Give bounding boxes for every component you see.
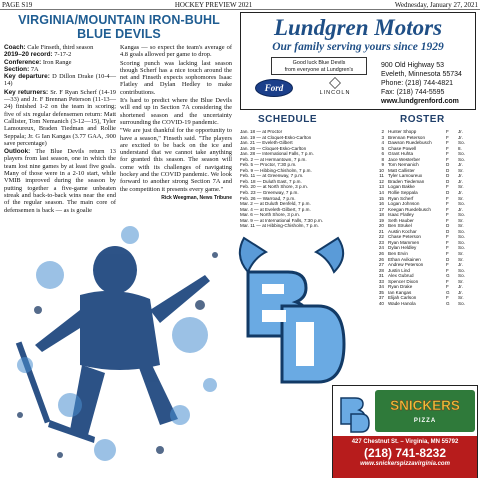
schedule-item: Feb. 11 — at Greenway, 7 p.m.: [240, 173, 304, 179]
roster-position: F: [446, 251, 449, 257]
roster-position: F: [446, 184, 449, 190]
schedule-item: Mar. 9 — at International Falls, 7:30 p.m.: [240, 217, 323, 223]
ad-website-link[interactable]: www.lundgrenford.com: [381, 98, 459, 105]
roster-number: 28: [378, 267, 384, 273]
roster-year: So.: [458, 300, 465, 306]
roster-number: 17: [378, 206, 384, 212]
roster-name: Dawson Ruedebusch: [388, 140, 432, 146]
snickers-pizza-sign: [375, 390, 475, 432]
badge-line: from everyone at Lundgren's: [284, 66, 354, 73]
outlook-label: Outlook:: [4, 148, 31, 156]
roster-name: Austin Kochar: [388, 228, 417, 234]
roster-position: D: [446, 162, 450, 168]
roster-position: F: [446, 156, 449, 162]
roster-number: 34: [378, 284, 384, 290]
issue-date: Wednesday, January 27, 2021: [394, 1, 478, 9]
schedule-item: Feb. 5 — Proctor, 7:30 p.m.: [240, 162, 297, 168]
schedule-item: Jan. 18 — at Proctor: [240, 129, 283, 134]
roster-row: [374, 301, 478, 307]
roster-name: Ben Ervin: [388, 251, 408, 257]
roster-year: Sr.: [458, 256, 464, 262]
section-label: Section:: [4, 65, 30, 73]
record-value: 7-17-2: [52, 51, 72, 59]
page-header: [0, 0, 480, 10]
roster-number: 13: [378, 184, 384, 190]
roster-number: 26: [378, 256, 384, 262]
ad-phone: Phone: (218) 744-4821: [381, 80, 453, 87]
ad2-phone: (218) 741-8232: [363, 446, 447, 460]
roster-number: 26: [378, 251, 384, 257]
departure-value: D Dillon Drake (10-4—14): [4, 73, 116, 88]
roster-year: Jr.: [458, 178, 463, 184]
lincoln-star-icon: [329, 77, 341, 89]
roster-year: So.: [458, 151, 465, 157]
ad-good-luck-badge: [271, 57, 367, 75]
roster-name: Chase Peterson: [388, 234, 421, 240]
roster-year: Jr.: [458, 289, 463, 295]
page-number: PAGE S19: [2, 1, 33, 9]
outlook-value: The Blue Devils return 13 players from last season, one in which the team lost nine games by at least five goals. Many of those were in a 2-10 start, while VMIB improved during the season by putting together a five-game unbeaten streak and back-to-back wins near the end of the regular season. The main core of defensemen is back — as is goalie: [4, 148, 116, 214]
roster-number: 16: [378, 201, 384, 207]
schedule-item: Jan. 26 — Cloquet-Esko-Carlton: [240, 145, 307, 151]
roster-name: Tom Nemanich: [388, 162, 419, 168]
roster-position: F: [446, 295, 449, 301]
blue-devils-logo-icon: [226, 232, 356, 392]
snickers-pizza-ad[interactable]: [332, 385, 478, 478]
conference-label: Conference:: [4, 58, 42, 66]
roster-year: Jr.: [458, 262, 463, 268]
roster-name: Isaac Flatley: [388, 212, 414, 218]
roster-year: So.: [458, 140, 465, 146]
roster-number: 5: [381, 145, 384, 151]
badge-line: Good luck Blue Devils: [292, 60, 346, 66]
section-value: 7A: [29, 65, 39, 73]
ad-tagline: Our family serving yours since 1929: [272, 41, 444, 53]
roster-position: F: [446, 145, 449, 151]
roster-year: 8.: [458, 145, 462, 151]
roster-number: 11: [379, 173, 384, 179]
roster-name: Andrew Peterson: [388, 262, 424, 268]
roster-year: Jr.: [458, 129, 463, 134]
roster-number: 35: [378, 289, 384, 295]
schedule-item: Jan. 19 — at Cloquet-Esko-Carlton: [240, 134, 312, 140]
article-column-2: [120, 44, 232, 202]
schedule-item: Feb. 20 — at North Shore, 3 p.m.: [240, 184, 308, 190]
roster-position: D: [446, 190, 450, 196]
roster-name: Brennan Peterson: [388, 134, 426, 140]
roster-number: 18: [378, 212, 384, 218]
roster-position: F: [446, 284, 449, 290]
roster-number: 24: [378, 245, 384, 251]
roster-number: 31: [378, 273, 384, 279]
schedule-item: Feb. 2 — at Hermantown, 7 p.m.: [240, 156, 307, 162]
schedule-item: Feb. 26 — Warroad, 7 p.m.: [240, 195, 296, 201]
roster-name: Ben Strukel: [388, 223, 412, 229]
conference-value: Iron Range: [41, 58, 72, 66]
roster-position: F: [446, 212, 449, 218]
roster-position: F: [446, 201, 449, 207]
roster-name: Alex Gubrud: [388, 273, 414, 279]
roster-number: 10: [378, 167, 384, 173]
roster-position: F: [446, 278, 449, 284]
roster-year: Sr.: [458, 167, 464, 173]
roster-name: Logan Bakke: [388, 184, 415, 190]
roster-year: So.: [458, 239, 465, 245]
roster-number: 27: [378, 262, 384, 268]
ad2-website-link[interactable]: www.snickerspizzavirginia.com: [360, 461, 450, 467]
schedule-item: Mar. 11 — at Hibbing-Chisholm, 7 p.m.: [240, 223, 319, 229]
blue-devils-small-logo-icon: [337, 390, 371, 434]
roster-name: Chase Powell: [388, 145, 417, 151]
roster-year: Sr.: [458, 184, 464, 190]
roster-number: 9: [381, 162, 384, 168]
roster-position: F: [446, 245, 449, 251]
ford-logo-icon: Ford: [255, 79, 293, 97]
roster-position: F: [446, 234, 449, 240]
ad2-address: 427 Chestnut St. – Virginia, MN 55792: [351, 439, 459, 445]
roster-number: 33: [378, 278, 384, 284]
roster-name: Jace Westerber: [388, 156, 421, 162]
roster-year: So.: [458, 212, 465, 218]
hockey-player-illustration: [10, 215, 230, 470]
ad2-contact-bar: [333, 436, 477, 478]
roster-name: Matt Callister: [388, 167, 415, 173]
ad-title: Lundgren Motors: [273, 15, 443, 40]
returners-label: Key returners:: [4, 88, 49, 96]
article-paragraph: "We are just thankful for the opportunity to have a season," Finseth said. "The players are excited to be back on the ice and understand that we cannot take anything for granted this season. The season will come with its challenges of navigating hockey and the COVID pandemic. We look forward to another strong Section 7A and the competition it presents every game.": [120, 127, 232, 193]
schedule-item: Jan. 28 — International Falls, 7 p.m.: [240, 151, 314, 157]
roster-position: F: [446, 151, 449, 157]
roster-year: Jr.: [458, 162, 463, 168]
roster-year: Sr.: [458, 217, 464, 223]
schedule-item: Feb. 9 — Hibbing-Chisholm, 7 p.m.: [240, 167, 312, 173]
roster-number: 8: [381, 156, 384, 162]
roster-heading: ROSTER: [400, 114, 445, 125]
roster-number: 23: [378, 239, 384, 245]
roster-name: Logan Johnson: [388, 201, 420, 207]
departure-label: Key departure:: [4, 73, 50, 81]
section-title: HOCKEY PREVIEW 2021: [174, 1, 253, 9]
article-column-1: [4, 44, 116, 215]
article-paragraph: Scoring punch was lacking last season though Scherf has a nice touch around the net and Finseth expects sophomores Isaac Flatley and Dylan Hedley to make contributions.: [120, 59, 232, 96]
roster-name: Ryan Mammen: [388, 239, 420, 245]
roster-position: G: [446, 289, 450, 295]
roster-year: So.: [458, 156, 465, 162]
roster-number: 4: [381, 140, 384, 146]
roster-position: F: [446, 134, 449, 140]
article-byline: Rick Weegman, News Tribune: [161, 194, 232, 201]
roster-position: F: [446, 262, 449, 268]
roster-number: 3: [381, 134, 384, 140]
article-headline: VIRGINIA/MOUNTAIN IRON-BUHL BLUE DEVILS: [18, 13, 220, 41]
roster-number: 6: [381, 151, 384, 157]
roster-position: F: [446, 267, 449, 273]
roster-name: Tyler Lamoureux: [388, 173, 423, 179]
ad-address-line: Eveleth, Minnesota 55734: [381, 71, 462, 78]
sign-subtitle: PIZZA: [413, 418, 437, 424]
roster-position: G: [446, 300, 450, 306]
roster-name: Keegan Ruedebusch: [388, 206, 431, 212]
roster-position: D: [446, 173, 450, 179]
roster-year: So.: [458, 273, 465, 279]
roster-number: 37: [378, 295, 384, 301]
roster-year: So.: [458, 267, 465, 273]
roster-number: 40: [378, 300, 384, 306]
roster-number: 12: [378, 178, 384, 184]
roster-name: Braden Tiedeman: [388, 178, 425, 184]
roster-name: Ryan Drake: [388, 284, 413, 290]
sign-word: SNICKERS: [390, 398, 460, 413]
roster-year: So.: [458, 234, 465, 240]
schedule-item: Feb. 23 — Greenway, 7 p.m.: [240, 190, 299, 196]
roster-name: Wade Hanola: [388, 300, 416, 306]
ad-address-line: 900 Old Highway 53: [381, 62, 445, 69]
roster-number: 22: [378, 234, 384, 240]
schedule-item: Jan. 21 — Eveleth-Gilbert: [240, 140, 293, 146]
roster-number: 15: [378, 195, 384, 201]
roster-position: F: [446, 129, 449, 134]
roster-year: Jr.: [458, 206, 463, 212]
roster-name: Rollie Seppala: [388, 190, 418, 196]
schedule-item: Feb. 18 — Duluth East, 7 p.m.: [240, 178, 302, 184]
roster-name: Dylan Heldley: [388, 245, 417, 251]
roster-number: 19: [378, 217, 384, 223]
roster-year: So.: [458, 201, 465, 207]
roster-year: Sr.: [458, 195, 464, 201]
roster-number: 14: [378, 190, 384, 196]
schedule-list: [240, 129, 370, 229]
roster-position: D: [446, 178, 450, 184]
coach-value: Cale Finseth, third season: [25, 44, 94, 51]
schedule-item: Mar. 6 — North Shore, 3 p.m.: [240, 212, 300, 218]
roster-position: D: [446, 256, 450, 262]
ad-fax: Fax: (218) 744-5595: [381, 89, 445, 96]
article-paragraph: Kangas — so expect the team's average of 4.8 goals allowed per game to drop.: [120, 44, 232, 59]
lincoln-logo: [307, 77, 363, 96]
schedule-item: Mar. 4 — at Eveleth-Gilbert, 7 p.m.: [240, 206, 311, 212]
roster-position: F: [446, 217, 449, 223]
roster-year: Sr.: [458, 278, 464, 284]
roster-position: F: [446, 239, 449, 245]
roster-position: F: [446, 195, 449, 201]
roster-year: Sr.: [458, 223, 464, 229]
coach-label: Coach:: [4, 44, 26, 51]
roster-number: 2: [381, 129, 384, 134]
schedule-heading: SCHEDULE: [258, 114, 318, 125]
roster-name: Spencer Dixon: [388, 278, 419, 284]
roster-year: Sr.: [458, 251, 464, 257]
roster-position: F: [446, 206, 449, 212]
roster-position: D: [446, 167, 450, 173]
roster-position: F: [446, 140, 449, 146]
roster-name: Ryan Scherf: [388, 195, 414, 201]
ad-contact-info: [381, 61, 475, 106]
lundgren-motors-ad[interactable]: [240, 12, 476, 110]
roster-name: Ethan Avikainen: [388, 256, 421, 262]
roster-name: Ian Kangas: [388, 289, 412, 295]
schedule-item: Mar. 2 — at Duluth Denfeld, 7 p.m.: [240, 201, 311, 207]
roster-position: G: [446, 273, 450, 279]
roster-year: Jr.: [458, 284, 463, 290]
roster-year: So.: [458, 228, 465, 234]
roster-year: Sr.: [458, 295, 464, 301]
roster-list: [374, 129, 478, 307]
roster-number: 20: [378, 223, 384, 229]
roster-name: Elijah Carlson: [388, 295, 417, 301]
roster-year: Jr.: [458, 190, 463, 196]
roster-number: 21: [378, 228, 384, 234]
roster-position: D: [446, 223, 450, 229]
returners-value: Sr. F Ryan Scherf (14-19—33) and Jr. F Brennan Peterson (11-13—24) finished 1-2 on the team in scoring; five of six regular defensemen return: Matt Callister, Tom Nemanich (3-12—15), Tyler Lamoureux, Braden Tiedman and Rollie Seppala; Jr. G Ian Kangas (3.77 GAA, .900 save percentage): [4, 88, 116, 147]
roster-year: Jr.: [458, 173, 463, 179]
record-label: 2019–20 record:: [4, 51, 53, 59]
roster-year: Jr.: [458, 134, 463, 140]
lincoln-label: LINCOLN: [319, 90, 351, 96]
roster-name: Seth Hauber: [388, 217, 414, 223]
roster-name: Justin Lind: [388, 267, 410, 273]
roster-name: Grant Huhta: [388, 151, 414, 157]
article-paragraph: It's hard to predict where the Blue Devils will end up in Section 7A considering the shortened season and the uncertainty surrounding the COVID-19 pandemic.: [120, 97, 232, 126]
roster-position: D: [446, 228, 450, 234]
roster-year: So.: [458, 245, 465, 251]
roster-name: Hunter Shopp: [388, 129, 417, 134]
